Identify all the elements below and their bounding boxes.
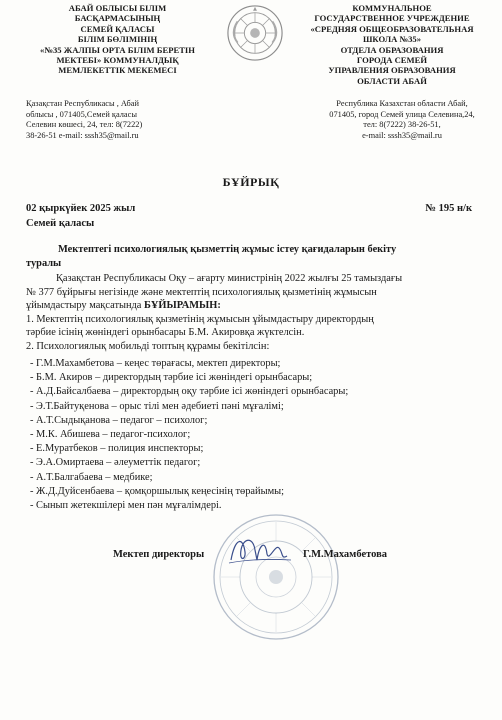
list-item: - А.Д.Байсалбаева – директордың оқу тәрбие ісі жөніндегі орынбасары; [30, 386, 349, 398]
list-item: - Е.Муратбеков – полиция инспекторы; [30, 443, 204, 455]
address-left-line: облысы , 071405,Семей қаласы [26, 109, 137, 119]
header-left-line: СЕМЕЙ ҚАЛАСЫ [80, 23, 155, 34]
header-right-line: УПРАВЛЕНИЯ ОБРАЗОВАНИЯ [328, 65, 456, 76]
document-number: № 195 н/к [425, 203, 472, 214]
header-left-block [30, 3, 205, 76]
address-right-line: 071405, город Семей улица Селевина,24, [329, 109, 475, 119]
header-right-line: ОТДЕЛА ОБРАЗОВАНИЯ [340, 44, 444, 55]
list-item: - А.Т.Сыдықанова – педагог – психолог; [30, 414, 208, 426]
body-line: ұйымдастыру мақсатында БҰЙЫРАМЫН: [26, 300, 221, 311]
header-left-line: АБАЙ ОБЛЫСЫ БІЛІМ [68, 3, 167, 13]
list-item: - А.Т.Балгабаева – медбике; [30, 471, 153, 483]
body-line: № 377 бұйрығы негізінде және мектептің психологиялық қызметінің жұмысын [26, 286, 377, 298]
address-right-line: e-mail: sssh35@mail.ru [362, 130, 442, 140]
list-item: - М.К. Абишева – педагог-психолог; [30, 429, 191, 441]
member-list [30, 357, 480, 513]
body-line-text: ұйымдастыру мақсатында [26, 300, 142, 311]
address-left [26, 99, 196, 141]
document-date: 02 қыркүйек 2025 жыл [26, 203, 136, 214]
item-1-line: тәрбие ісінің жөніндегі орынбасары Б.М. Акировқа жүктелсін. [26, 327, 305, 338]
document-title: БҰЙРЫҚ [222, 175, 280, 189]
address-left-line: 38-26-51 e-mail: sssh35@mail.ru [26, 130, 139, 140]
subject-line: туралы [26, 257, 62, 269]
header-right-line: ГОСУДАРСТВЕННОЕ УЧРЕЖДЕНИЕ [314, 13, 470, 24]
header-right-line: «СРЕДНЯЯ ОБЩЕОБРАЗОВАТЕЛЬНАЯ [310, 23, 474, 34]
signatory-name: Г.М.Махамбетова [303, 549, 388, 560]
header-left-line: «№35 ЖАЛПЫ ОРТА БІЛІМ БЕРЕТІН [40, 44, 195, 55]
address-left-line: Қазақстан Республикасы , Абай [26, 99, 139, 108]
header-right-block [302, 3, 482, 86]
order-word: БҰЙЫРАМЫН [144, 300, 218, 311]
header-left-line: БАСҚАРМАСЫНЫҢ [74, 13, 161, 24]
document-body [26, 272, 481, 353]
document-subject [26, 243, 478, 270]
list-item: - Г.М.Махамбетова – кеңес төрағасы, мектеп директоры; [30, 358, 281, 369]
body-line: Қазақстан Республикасы Оқу – ағарту министрінің 2022 жылғы 25 тамыздағы [56, 273, 403, 284]
header-left-line: МЕМЛЕКЕТТІК МЕКЕМЕСІ [58, 65, 177, 76]
header-right-line: ОБЛАСТИ АБАЙ [357, 75, 427, 86]
header-left-line: БІЛІМ БӨЛІМІНІҢ [77, 34, 158, 45]
header-left-line: МЕКТЕБІ» КОММУНАЛДЫҚ [56, 55, 179, 66]
address-left-line: Селевин көшесі, 24, тел: 8(7222) [26, 120, 143, 130]
list-item: - Сынып жетекшілері мен пән мұғалімдері. [30, 500, 222, 512]
address-right-line: Республика Казахстан области Абай, [336, 99, 468, 108]
address-right-line: тел: 8(7222) 38-26-51, [363, 120, 441, 130]
list-item: - Б.М. Акиров – директордың тәрбие ісі жөніндегі орынбасары; [30, 372, 313, 384]
list-item: - Э.А.Омиртаева – әлеуметтік педагог; [30, 457, 201, 469]
header-right-line: ГОРОДА СЕМЕЙ [356, 55, 428, 66]
kazakhstan-emblem-icon [226, 4, 284, 62]
item-1-line: 1. Мектептің психологиялық қызметінің жұмысын ұйымдастыру директордың [26, 313, 374, 325]
signatory-title: Мектеп директоры [113, 549, 205, 560]
list-item: - Э.Т.Байтуқенова – орыс тілі мен әдебиеті пәні мұғалімі; [30, 400, 284, 412]
subject-line: Мектептегі психологиялық қызметтің жұмыс істеу қағидаларын бекіту [58, 244, 397, 255]
address-right [316, 99, 488, 141]
item-2-line: 2. Психологиялық мобильді топтың құрамы бекітілсін: [26, 340, 270, 352]
signature-icon [225, 530, 295, 570]
document-city: Семей қаласы [26, 218, 95, 229]
header-right-line: ШКОЛА №35» [363, 34, 421, 45]
list-item: - Ж.Д.Дуйсенбаева – қомқоршылық кеңесінің төрайымы; [30, 485, 285, 497]
header-right-line: КОММУНАЛЬНОЕ [352, 3, 432, 13]
